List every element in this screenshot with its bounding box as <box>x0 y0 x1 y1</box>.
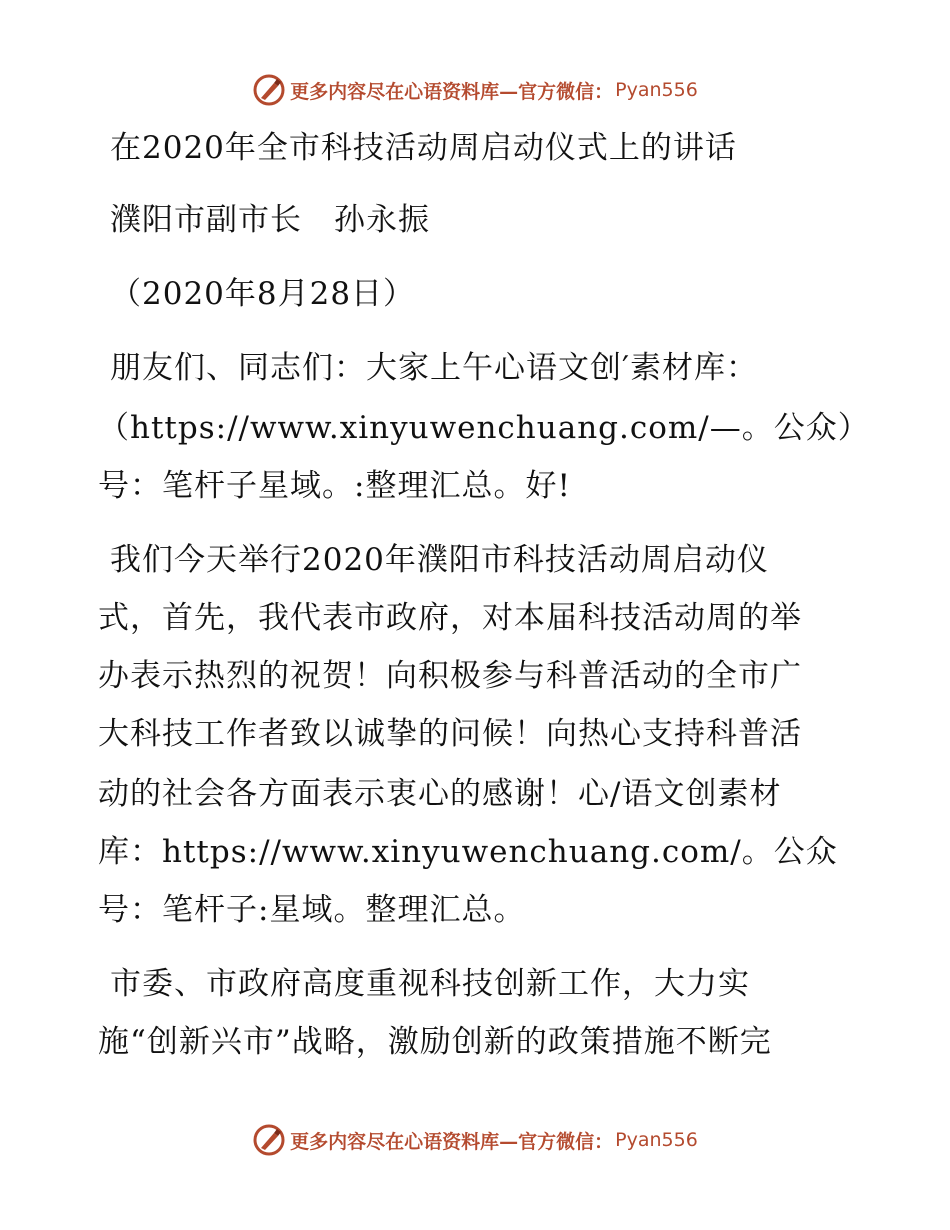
pen-logo-icon <box>252 1123 286 1157</box>
paragraph-line: 库：https://www.xinyuwenchuang.com/。公众 <box>98 834 838 870</box>
paragraph-line: 号：笔杆子:星域。整理汇总。 <box>98 892 526 928</box>
header-banner <box>0 70 950 110</box>
footer-wechat-id: Pyan556 <box>615 1129 698 1151</box>
paragraph-line: 动的社会各方面表示衷心的感谢！心/语文创素材 <box>98 776 782 812</box>
paragraph-line: 号：笔杆子星域。:整理汇总。好! <box>98 468 571 504</box>
paragraph-line: （https://www.xinyuwenchuang.com/—。公众） <box>98 410 870 446</box>
paragraph-line: 市委、市政府高度重视科技创新工作，大力实 <box>110 966 750 1002</box>
paragraph-line: 办表示热烈的祝贺！向积极参与科普活动的全市广 <box>98 658 802 694</box>
document-title: 在2020年全市科技活动周启动仪式上的讲话 <box>110 130 737 166</box>
paragraph-line: 朋友们、同志们：大家上午心语文创′素材库： <box>110 350 759 386</box>
paragraph-line: 我们今天举行2020年濮阳市科技活动周启动仪 <box>110 542 769 578</box>
header-wechat-id: Pyan556 <box>615 79 698 101</box>
footer-banner <box>0 1120 950 1160</box>
header-banner-text: 更多内容尽在心语资料库—官方微信： <box>290 80 614 103</box>
pen-logo-icon <box>252 73 286 107</box>
paragraph-line: 施“创新兴市”战略，激励创新的政策措施不断完 <box>98 1024 772 1060</box>
speaker-line: 濮阳市副市长 孙永振 <box>110 202 430 238</box>
footer-banner-text: 更多内容尽在心语资料库—官方微信： <box>290 1130 614 1153</box>
paragraph-line: 式，首先，我代表市政府，对本届科技活动周的举 <box>98 600 802 636</box>
paragraph-line: 大科技工作者致以诚挚的问候！向热心支持科普活 <box>98 716 802 752</box>
date-line: （2020年8月28日） <box>110 276 416 312</box>
